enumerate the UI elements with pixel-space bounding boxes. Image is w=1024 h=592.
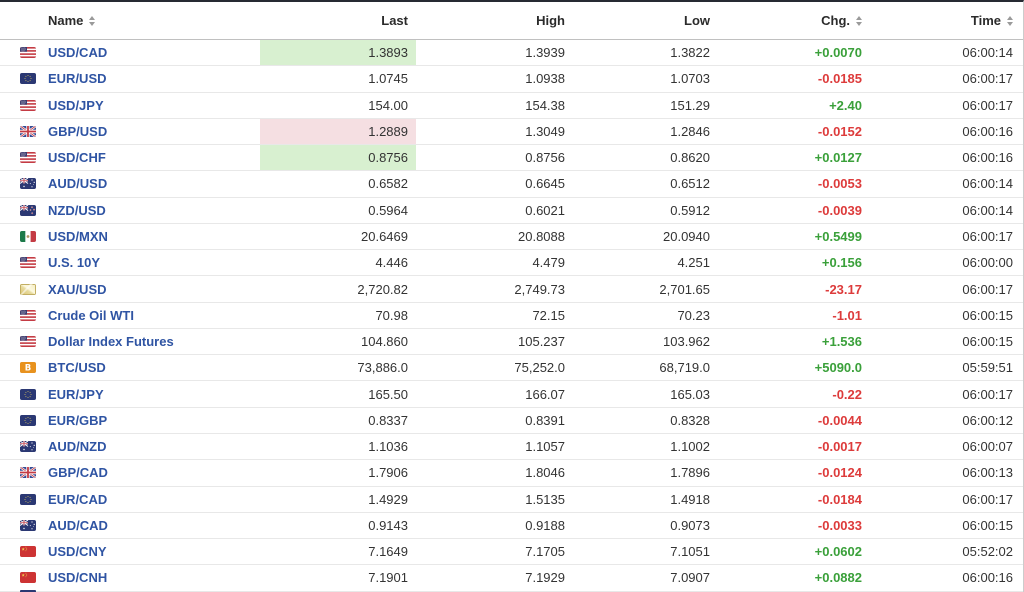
sort-icon <box>856 16 862 26</box>
au-flag-icon <box>20 178 36 189</box>
low-value: 103.962 <box>663 334 710 350</box>
chg-value: -0.0039 <box>817 202 862 218</box>
last-value: 7.1649 <box>368 544 408 560</box>
last-value: 2,720.82 <box>357 281 408 297</box>
chg-value: +0.0882 <box>814 570 862 586</box>
high-value: 7.1705 <box>525 544 565 560</box>
column-header-high <box>416 2 573 39</box>
us-flag-icon <box>20 310 36 321</box>
high-value: 1.5135 <box>525 491 565 507</box>
header-spacer <box>0 2 48 39</box>
low-value: 1.1002 <box>670 439 710 455</box>
instrument-name-link[interactable]: GBP/USD <box>48 123 108 139</box>
uk-flag-icon <box>20 126 36 137</box>
us-flag-icon <box>20 336 36 347</box>
last-value: 165.50 <box>368 386 408 402</box>
chg-value: -0.0124 <box>817 465 862 481</box>
time-value: 06:00:14 <box>962 176 1013 192</box>
last-value: 154.00 <box>368 97 408 113</box>
time-value: 06:00:17 <box>962 97 1013 113</box>
mx-flag-icon <box>20 231 36 242</box>
table-row <box>0 119 1023 145</box>
high-value: 0.6645 <box>525 176 565 192</box>
instrument-name-link[interactable]: GBP/CAD <box>48 465 108 481</box>
low-value: 68,719.0 <box>659 360 710 376</box>
chg-value: +2.40 <box>829 97 862 113</box>
chg-value: -0.0033 <box>817 517 862 533</box>
gold-flag-icon <box>20 284 36 295</box>
low-value: 0.8620 <box>670 150 710 166</box>
column-header-chg[interactable] <box>718 2 870 39</box>
time-value: 06:00:16 <box>962 150 1013 166</box>
instrument-name-link[interactable]: NZD/USD <box>48 202 106 218</box>
table-row <box>0 513 1023 539</box>
instrument-name-link[interactable]: EUR/USD <box>48 71 107 87</box>
table-row <box>0 539 1023 565</box>
instrument-name-link[interactable]: AUD/CAD <box>48 517 108 533</box>
cn-flag-icon <box>20 546 36 557</box>
sort-icon <box>89 16 95 26</box>
table-row <box>0 303 1023 329</box>
instrument-name-link[interactable]: USD/CNH <box>48 570 108 586</box>
high-value: 20.8088 <box>518 228 565 244</box>
last-value: 0.5964 <box>368 202 408 218</box>
low-value: 0.9073 <box>670 517 710 533</box>
time-value: 06:00:17 <box>962 281 1013 297</box>
table-row <box>0 381 1023 407</box>
chg-value: +0.0127 <box>814 150 862 166</box>
low-value: 0.5912 <box>670 202 710 218</box>
table-row <box>0 276 1023 302</box>
low-value: 1.0703 <box>670 71 710 87</box>
time-value: 06:00:15 <box>962 517 1013 533</box>
high-value: 72.15 <box>532 307 565 323</box>
last-value: 0.9143 <box>368 517 408 533</box>
time-value: 06:00:15 <box>962 334 1013 350</box>
table-row <box>0 198 1023 224</box>
last-value: 1.7906 <box>368 465 408 481</box>
table-row <box>0 487 1023 513</box>
chg-value: -23.17 <box>825 281 862 297</box>
column-header-name-label: Name <box>48 13 84 28</box>
column-header-low <box>573 2 718 39</box>
table-row <box>0 145 1023 171</box>
last-value: 1.3893 <box>260 40 416 65</box>
time-value: 06:00:13 <box>962 465 1013 481</box>
chg-value: -0.0053 <box>817 176 862 192</box>
high-value: 0.6021 <box>525 202 565 218</box>
high-value: 0.8391 <box>525 412 565 428</box>
high-value: 1.3049 <box>525 123 565 139</box>
us-flag-icon <box>20 257 36 268</box>
eu-flag-icon <box>20 415 36 426</box>
table-body <box>0 40 1023 592</box>
us-flag-icon <box>20 100 36 111</box>
table-row <box>0 224 1023 250</box>
high-value: 75,252.0 <box>514 360 565 376</box>
last-value: 0.6582 <box>368 176 408 192</box>
instrument-name-link[interactable]: EUR/GBP <box>48 412 108 428</box>
column-header-high-label: High <box>536 13 565 28</box>
chg-value: +0.0070 <box>814 45 862 61</box>
chg-value: -0.0152 <box>817 123 862 139</box>
low-value: 1.4918 <box>670 491 710 507</box>
time-value: 06:00:17 <box>962 228 1013 244</box>
low-value: 2,701.65 <box>659 281 710 297</box>
time-value: 06:00:14 <box>962 45 1013 61</box>
low-value: 70.23 <box>677 307 710 323</box>
instrument-name-link[interactable]: USD/JPY <box>48 97 104 113</box>
chg-value: -0.0044 <box>817 412 862 428</box>
instrument-name-link[interactable]: USD/CHF <box>48 150 106 166</box>
last-value: 4.446 <box>375 255 408 271</box>
chg-value: -1.01 <box>832 307 862 323</box>
time-value: 06:00:16 <box>962 123 1013 139</box>
table-header-row <box>0 2 1023 40</box>
time-value: 05:59:51 <box>962 360 1013 376</box>
instrument-name-link[interactable]: Dollar Index Futures <box>48 334 174 350</box>
nz-flag-icon <box>20 205 36 216</box>
low-value: 1.7896 <box>670 465 710 481</box>
last-value: 1.2889 <box>260 119 416 144</box>
cn-flag-icon <box>20 572 36 583</box>
instrument-name-link[interactable]: Crude Oil WTI <box>48 307 134 323</box>
chg-value: -0.0184 <box>817 491 862 507</box>
high-value: 105.237 <box>518 334 565 350</box>
table-row <box>0 66 1023 92</box>
time-value: 06:00:17 <box>962 71 1013 87</box>
low-value: 151.29 <box>670 97 710 113</box>
sort-icon <box>1007 16 1013 26</box>
us-flag-icon <box>20 152 36 163</box>
eu-flag-icon <box>20 389 36 400</box>
svg-text:B: B <box>24 363 32 374</box>
last-value: 0.8756 <box>260 145 416 170</box>
instrument-name-link[interactable]: USD/CAD <box>48 45 108 61</box>
table-row <box>0 408 1023 434</box>
last-value: 0.8337 <box>368 412 408 428</box>
last-value: 7.1901 <box>368 570 408 586</box>
au-flag-icon <box>20 520 36 531</box>
high-value: 2,749.73 <box>514 281 565 297</box>
high-value: 166.07 <box>525 386 565 402</box>
table-row <box>0 460 1023 486</box>
au-flag-icon <box>20 441 36 452</box>
chg-value: +5090.0 <box>814 360 862 376</box>
last-value: 1.0745 <box>368 71 408 87</box>
column-header-time[interactable] <box>870 2 1023 39</box>
low-value: 1.2846 <box>670 123 710 139</box>
table-row <box>0 355 1023 381</box>
table-row <box>0 329 1023 355</box>
instrument-name-link[interactable]: USD/MXN <box>48 228 108 244</box>
time-value: 06:00:17 <box>962 386 1013 402</box>
last-value: 73,886.0 <box>357 360 408 376</box>
high-value: 0.8756 <box>525 150 565 166</box>
high-value: 1.3939 <box>525 45 565 61</box>
instrument-name-link[interactable]: BTC/USD <box>48 360 106 376</box>
instrument-name-link[interactable]: U.S. 10Y <box>48 255 101 271</box>
time-value: 06:00:00 <box>962 255 1013 271</box>
high-value: 154.38 <box>525 97 565 113</box>
column-header-time-label: Time <box>970 13 1001 28</box>
time-value: 05:52:02 <box>962 544 1013 560</box>
last-value: 70.98 <box>375 307 408 323</box>
instrument-name-link[interactable]: AUD/USD <box>48 176 108 192</box>
chg-value: +0.5499 <box>814 228 862 244</box>
high-value: 4.479 <box>532 255 565 271</box>
last-value: 104.860 <box>361 334 408 350</box>
column-header-name[interactable] <box>48 2 260 39</box>
last-value: 20.6469 <box>361 228 408 244</box>
time-value: 06:00:17 <box>962 491 1013 507</box>
table-row <box>0 565 1023 591</box>
high-value: 1.1057 <box>525 439 565 455</box>
time-value: 06:00:16 <box>962 570 1013 586</box>
low-value: 20.0940 <box>663 228 710 244</box>
time-value: 06:00:15 <box>962 307 1013 323</box>
low-value: 1.3822 <box>670 45 710 61</box>
low-value: 7.1051 <box>670 544 710 560</box>
us-flag-icon <box>20 47 36 58</box>
column-header-low-label: Low <box>684 13 710 28</box>
chg-value: -0.22 <box>832 386 862 402</box>
table-row <box>0 434 1023 460</box>
uk-flag-icon <box>20 467 36 478</box>
low-value: 0.6512 <box>670 176 710 192</box>
low-value: 7.0907 <box>670 570 710 586</box>
low-value: 4.251 <box>677 255 710 271</box>
column-header-chg-label: Chg. <box>821 13 850 28</box>
instrument-name-link[interactable]: EUR/CAD <box>48 491 108 507</box>
chg-value: +0.0602 <box>814 544 862 560</box>
last-value: 1.4929 <box>368 491 408 507</box>
instrument-name-link[interactable]: AUD/NZD <box>48 439 107 455</box>
chg-value: -0.0185 <box>817 71 862 87</box>
btc-flag-icon <box>20 362 36 373</box>
time-value: 06:00:12 <box>962 412 1013 428</box>
eu-flag-icon <box>20 494 36 505</box>
high-value: 0.9188 <box>525 517 565 533</box>
column-header-last <box>260 2 416 39</box>
chg-value: +1.536 <box>821 334 862 350</box>
high-value: 7.1929 <box>525 570 565 586</box>
table-row <box>0 171 1023 197</box>
chg-value: -0.0017 <box>817 439 862 455</box>
low-value: 165.03 <box>670 386 710 402</box>
eu-flag-icon <box>20 73 36 84</box>
low-value: 0.8328 <box>670 412 710 428</box>
column-header-last-label: Last <box>381 13 408 28</box>
table-row <box>0 250 1023 276</box>
chg-value: +0.156 <box>821 255 862 271</box>
instrument-name-link[interactable]: EUR/JPY <box>48 386 104 402</box>
time-value: 06:00:07 <box>962 439 1013 455</box>
high-value: 1.8046 <box>525 465 565 481</box>
instrument-name-link[interactable]: XAU/USD <box>48 281 107 297</box>
instrument-name-link[interactable]: USD/CNY <box>48 544 107 560</box>
table-row <box>0 40 1023 66</box>
last-value: 1.1036 <box>368 439 408 455</box>
table-row <box>0 93 1023 119</box>
high-value: 1.0938 <box>525 71 565 87</box>
time-value: 06:00:14 <box>962 202 1013 218</box>
